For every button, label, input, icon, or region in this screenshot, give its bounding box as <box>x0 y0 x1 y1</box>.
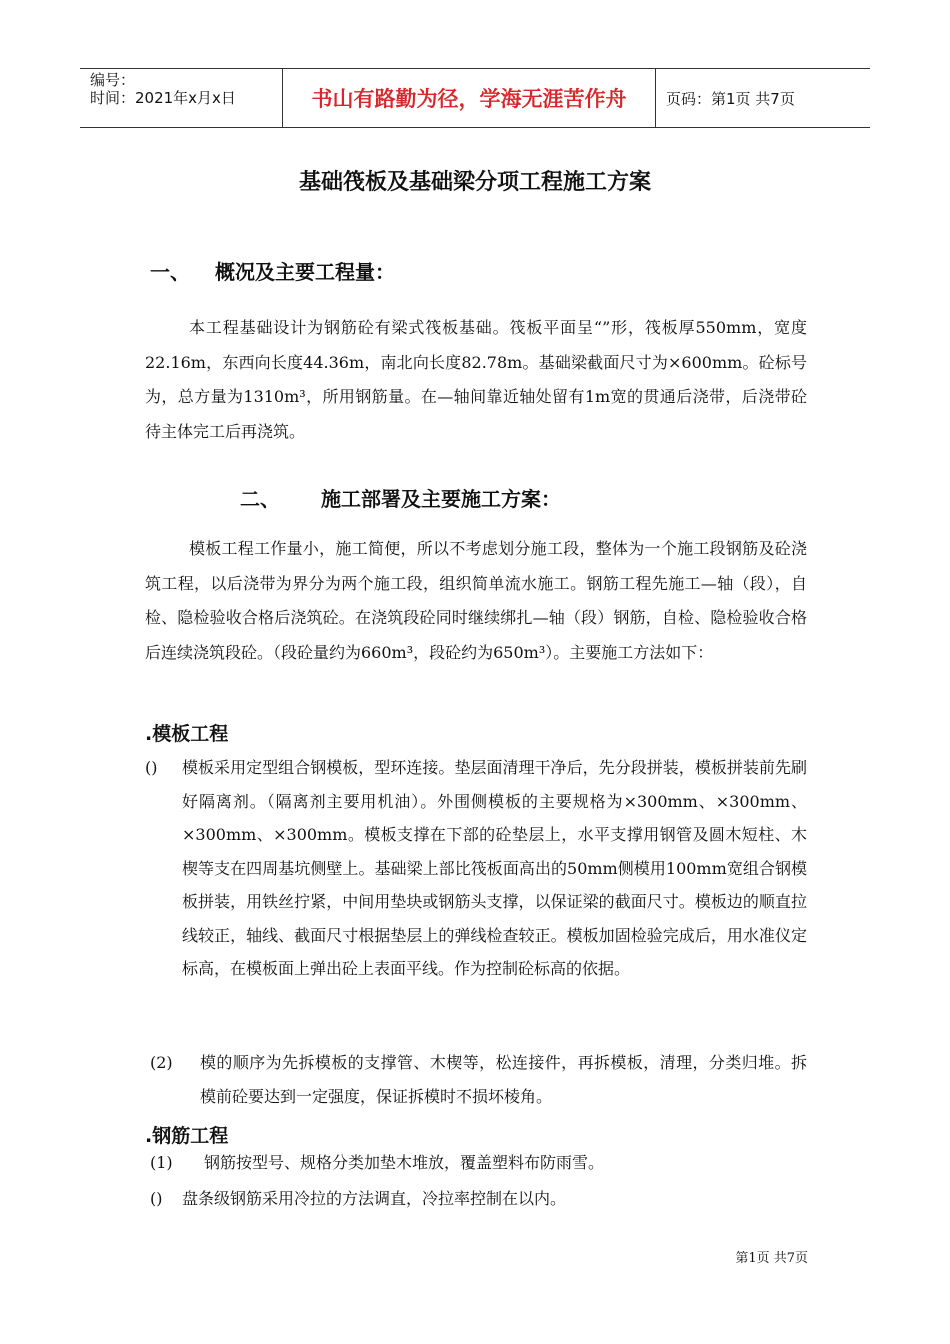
section2-title: 施工部署及主要施工方案： <box>320 487 561 511</box>
formwork-heading: .模板工程 <box>145 723 229 745</box>
rebar-item-1-text: 钢筋按型号、规格分类加垫木堆放，覆盖塑料布防雨雪。 <box>204 1153 605 1172</box>
header-motto: 书山有路勤为径，学海无涯苦作舟 <box>282 69 656 127</box>
formwork-item-2-text: 模的顺序为先拆模板的支撑管、木楔等，松连接件，再拆模板，清理，分类归堆。拆模前砼要达到一定强度，保证拆模时不损坏棱角。 <box>200 1053 807 1106</box>
section1-number: 一、 <box>150 260 190 284</box>
formwork-item-1 <box>145 751 807 986</box>
section1-title: 概况及主要工程量： <box>214 260 395 284</box>
formwork-item-2 <box>150 1046 807 1113</box>
formwork-item-2-mark: (2) <box>150 1053 173 1072</box>
rebar-item-2-text: 盘条级钢筋采用冷拉的方法调直，冷拉率控制在以内。 <box>182 1189 567 1208</box>
section2-number: 二、 <box>240 487 280 511</box>
rebar-item-1 <box>150 1146 804 1180</box>
section1-body: 本工程基础设计为钢筋砼有梁式筏板基础。筏板平面呈“”形，筏板厚550mm，宽度22.16m，东西向长度44.36m，南北向长度82.78m。基础梁截面尺寸为×600mm。砼标号为，总方量为1310m³，所用钢筋量。在—轴间靠近轴处留有1m宽的贯通后浇带，后浇带砼待主体完工后再浇筑。 <box>145 318 807 441</box>
rebar-heading: .钢筋工程 <box>145 1125 229 1147</box>
section2-heading <box>240 483 561 512</box>
page-header <box>80 68 870 128</box>
header-meta <box>80 69 282 127</box>
formwork-item-1-mark: () <box>145 758 158 777</box>
rebar-item-2 <box>150 1182 802 1216</box>
formwork-item-1-text: 模板采用定型组合钢模板，型环连接。垫层面清理干净后，先分段拼装，模板拼装前先刷好隔离剂。（隔离剂主要用机油）。外围侧模板的主要规格为×300mm、×300mm、×300mm、×300mm。模板支撑在下部的砼垫层上，水平支撑用钢管及圆木短柱、木楔等支在四周基坑侧壁上。基础梁上部比筏板面高出的50mm侧模用100mm宽组合钢模板拼装，用铁丝拧紧，中间用垫块或钢筋头支撑，以保证梁的截面尺寸。模板边的顺直拉线较正，轴线、截面尺寸根据垫层上的弹线检查较正。模板加固检验完成后，用水准仪定标高，在模板面上弹出砼上表面平线。作为控制砼标高的依据。 <box>182 758 807 978</box>
rebar-item-1-mark: (1) <box>150 1153 173 1172</box>
rebar-item-2-mark: () <box>150 1189 163 1208</box>
document-title: 基础筏板及基础梁分项工程施工方案 <box>298 170 651 195</box>
section2-body: 模板工程工作量小，施工简便，所以不考虑划分施工段，整体为一个施工段钢筋及砼浇筑工程，以后浇带为界分为两个施工段，组织简单流水施工。钢筋工程先施工—轴（段），自检、隐检验收合格后浇筑砼。在浇筑段砼同时继续绑扎—轴（段）钢筋，自检、隐检验收合格后连续浇筑段砼。（段砼量约为660m³，段砼约为650m³）。主要施工方法如下： <box>145 539 807 662</box>
time-label: 时间：2021年x月x日 <box>90 89 236 107</box>
section1-heading <box>150 256 395 285</box>
number-label: 编号： <box>90 71 136 89</box>
header-page-code: 页码：第1页 共7页 <box>666 89 795 108</box>
page-footer: 第1页 共7页 <box>735 1251 808 1266</box>
